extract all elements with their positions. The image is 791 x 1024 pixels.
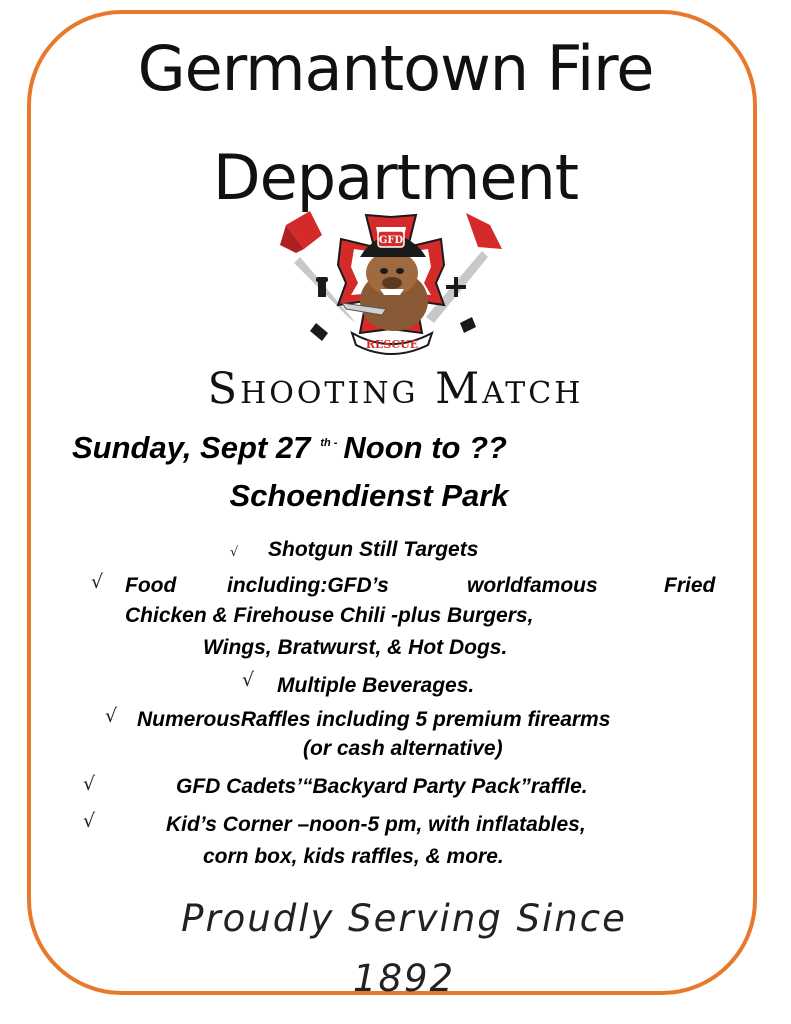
item-food-word-1: Food [125,574,177,597]
item-food-line-3: Wings, Bratwurst, & Hot Dogs. [203,636,508,659]
item-food-word-2: including:GFD’s [227,574,389,597]
check-icon: √ [83,773,96,795]
rescue-banner [352,333,432,354]
check-icon: √ [105,705,118,727]
item-food-word-4: Fried [664,574,716,597]
title-line-2: Department [212,141,579,214]
item-kids-line-2: corn box, kids raffles, & more. [203,845,504,868]
item-raffles-line-1: NumerousRaffles including 5 premium firearms [137,708,611,731]
event-date [72,430,507,466]
item-beverages: Multiple Beverages. [277,674,475,697]
item-food-line-2: Chicken & Firehouse Chili -plus Burgers, [125,604,534,627]
item-kids-line-1: Kid’s Corner –noon-5 pm, with inflatables, [166,813,586,836]
item-food-word-3: worldfamous [467,574,598,597]
title-line-1: Germantown Fire [137,32,654,105]
check-icon: √ [83,810,96,832]
closing-line-1: Proudly Serving Since [181,897,627,940]
svg-text:GFD: GFD [378,235,404,246]
date-superscript: th - [320,437,338,449]
item-raffles-line-2: (or cash alternative) [303,737,503,760]
event-time: Noon to ?? [343,430,507,465]
event-title: Shooting Match [207,364,584,414]
event-location: Schoendienst Park [229,478,509,513]
item-cadets: GFD Cadets’“Backyard Party Pack”raffle. [176,775,588,798]
fire-department-logo [276,205,506,357]
item-shotgun: Shotgun Still Targets [268,538,479,561]
check-icon: √ [230,545,239,560]
svg-text:RESCUE: RESCUE [365,338,419,351]
closing-line-2: 1892 [352,957,456,1000]
check-icon: √ [242,669,255,691]
date-main: Sunday, Sept 27 [72,430,311,465]
check-icon: √ [91,571,104,593]
